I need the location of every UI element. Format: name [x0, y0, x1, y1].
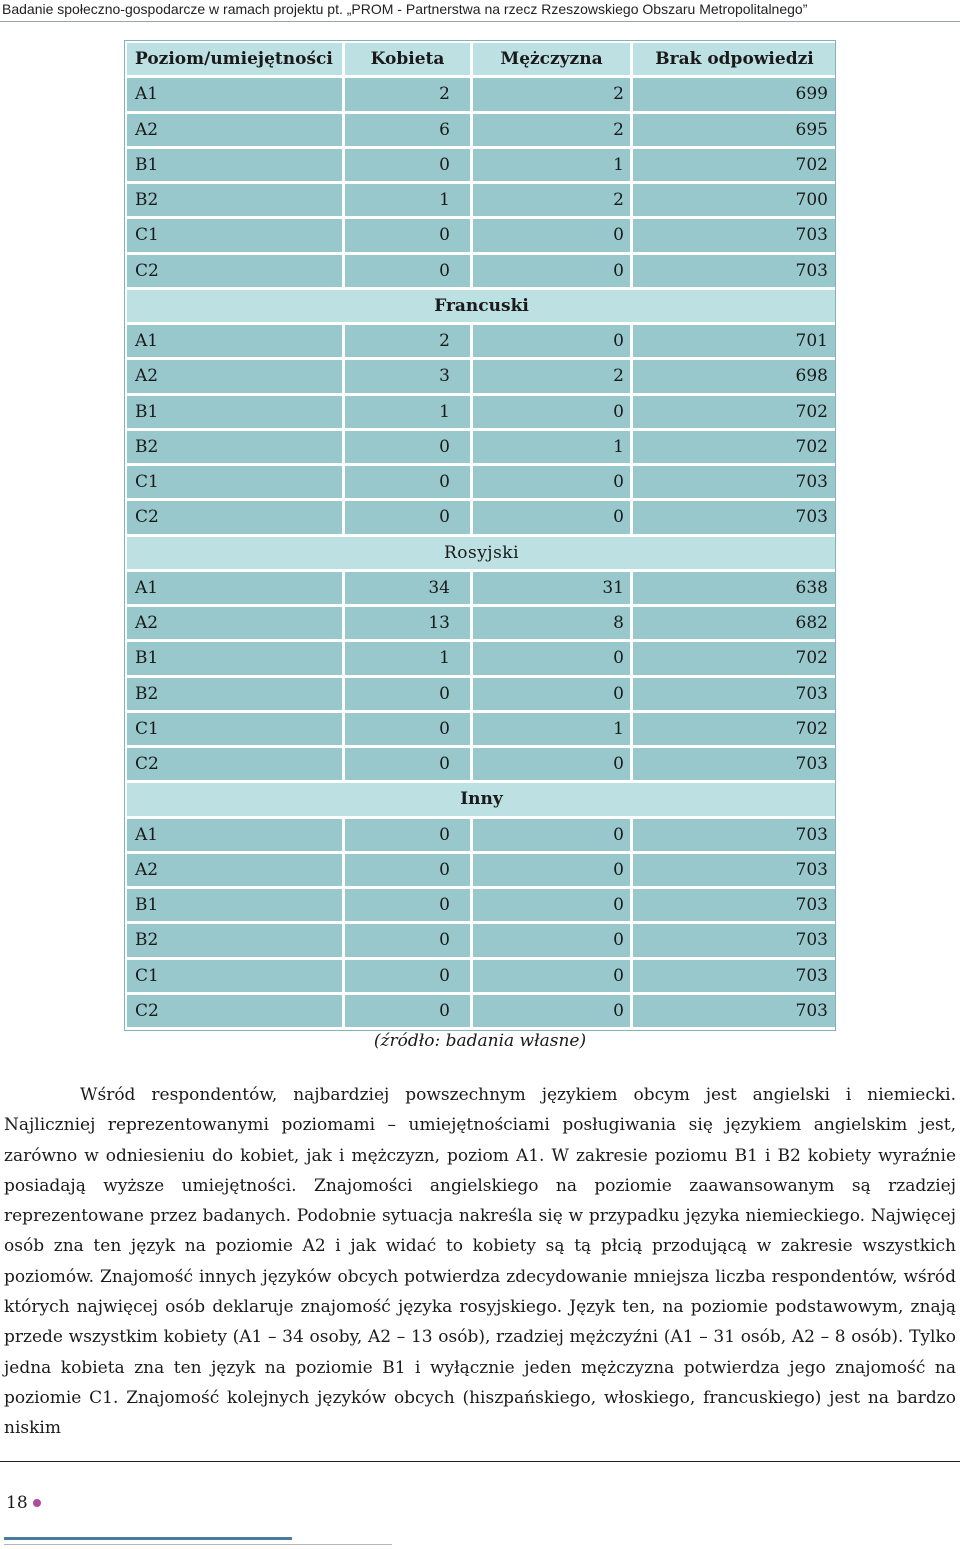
no-answer-count-cell: 702	[632, 394, 838, 429]
table-row	[126, 218, 838, 253]
level-cell: C1	[126, 465, 344, 500]
table-row	[126, 359, 838, 394]
female-count-cell: 0	[344, 500, 472, 535]
level-cell: B2	[126, 429, 344, 464]
no-answer-count-cell: 703	[632, 747, 838, 782]
level-cell: A2	[126, 359, 344, 394]
level-cell: A2	[126, 606, 344, 641]
table-section-row	[126, 288, 838, 323]
no-answer-count-cell: 703	[632, 852, 838, 887]
no-answer-count-cell: 703	[632, 817, 838, 852]
no-answer-count-cell: 682	[632, 606, 838, 641]
male-count-cell: 0	[472, 676, 632, 711]
male-count-cell: 1	[472, 429, 632, 464]
body-text	[4, 1080, 956, 1444]
female-count-cell: 3	[344, 359, 472, 394]
body-paragraph: Wśród respondentów, najbardziej powszechnym językiem obcym jest angielski i niemiecki. Najliczniej reprezentowanymi poziomami – umiejętnościami posługiwania się językiem angielskim jest, zarówno w odniesieniu do kobiet, jak i mężczyzn, poziom A1. W zakresie poziomu B1 i B2 kobiety wyraźnie posiadają wyższe umiejętności. Znajomości angielskiego na poziomie zaawansowanym są rzadziej reprezentowane przez badanych. Podobnie sytuacja nakreśla się w przypadku języka niemieckiego. Najwięcej osób zna ten język na poziomie A2 i jak widać to kobiety są tą płcią przodującą w zakresie wszystkich poziomów. Znajomość innych języków obcych potwierdza zdecydowanie mniejsza liczba respondentów, wśród których najwięcej osób deklaruje znajomość języka rosyjskiego. Język ten, na poziomie podstawowym, znają przede wszystkim kobiety (A1 – 34 osoby, A2 – 13 osób), rzadziej mężczyźni (A1 – 31 osób, A2 – 8 osób). Tylko jedna kobieta zna ten język na poziomie B1 i wyłącznie jeden mężczyzna potwierdza jego znajomość na poziomie C1. Znajomość kolejnych języków obcych (hiszpańskiego, włoskiego, francuskiego) jest na bardzo niskim	[4, 1085, 956, 1439]
level-cell: A1	[126, 570, 344, 605]
male-count-cell: 0	[472, 993, 632, 1028]
footer-divider	[0, 1461, 960, 1462]
no-answer-count-cell: 703	[632, 958, 838, 993]
female-count-cell: 0	[344, 923, 472, 958]
table-row	[126, 112, 838, 147]
female-count-cell: 1	[344, 183, 472, 218]
footer-accent-line	[4, 1537, 292, 1540]
level-cell: B2	[126, 676, 344, 711]
table-row	[126, 429, 838, 464]
no-answer-count-cell: 703	[632, 218, 838, 253]
female-count-cell: 1	[344, 641, 472, 676]
page-number-dot-icon	[33, 1499, 41, 1507]
level-cell: A2	[126, 852, 344, 887]
level-cell: A1	[126, 77, 344, 112]
male-count-cell: 0	[472, 747, 632, 782]
table-body	[126, 77, 838, 1029]
male-count-cell: 0	[472, 923, 632, 958]
column-header-level: Poziom/umiejętności	[126, 42, 344, 77]
no-answer-count-cell: 695	[632, 112, 838, 147]
table-header-row	[126, 42, 838, 77]
no-answer-count-cell: 698	[632, 359, 838, 394]
table-section-row	[126, 782, 838, 817]
female-count-cell: 0	[344, 218, 472, 253]
table-row	[126, 394, 838, 429]
level-cell: C1	[126, 218, 344, 253]
female-count-cell: 13	[344, 606, 472, 641]
no-answer-count-cell: 703	[632, 676, 838, 711]
section-label: Rosyjski	[126, 535, 838, 570]
level-cell: C2	[126, 500, 344, 535]
column-header-male: Mężczyzna	[472, 42, 632, 77]
male-count-cell: 2	[472, 359, 632, 394]
footer-thin-line	[4, 1544, 392, 1545]
male-count-cell: 0	[472, 465, 632, 500]
male-count-cell: 0	[472, 641, 632, 676]
male-count-cell: 0	[472, 852, 632, 887]
female-count-cell: 0	[344, 747, 472, 782]
female-count-cell: 34	[344, 570, 472, 605]
language-skills-table-container	[124, 40, 836, 1030]
no-answer-count-cell: 702	[632, 429, 838, 464]
table-row	[126, 147, 838, 182]
female-count-cell: 2	[344, 77, 472, 112]
female-count-cell: 0	[344, 465, 472, 500]
male-count-cell: 31	[472, 570, 632, 605]
female-count-cell: 2	[344, 324, 472, 359]
female-count-cell: 0	[344, 147, 472, 182]
level-cell: B2	[126, 923, 344, 958]
table-row	[126, 500, 838, 535]
no-answer-count-cell: 699	[632, 77, 838, 112]
no-answer-count-cell: 638	[632, 570, 838, 605]
level-cell: C2	[126, 747, 344, 782]
table-row	[126, 570, 838, 605]
no-answer-count-cell: 703	[632, 888, 838, 923]
table-row	[126, 324, 838, 359]
male-count-cell: 0	[472, 888, 632, 923]
level-cell: B2	[126, 183, 344, 218]
male-count-cell: 0	[472, 500, 632, 535]
male-count-cell: 0	[472, 253, 632, 288]
male-count-cell: 0	[472, 218, 632, 253]
male-count-cell: 1	[472, 147, 632, 182]
female-count-cell: 1	[344, 394, 472, 429]
female-count-cell: 0	[344, 888, 472, 923]
no-answer-count-cell: 700	[632, 183, 838, 218]
section-label: Inny	[126, 782, 838, 817]
no-answer-count-cell: 701	[632, 324, 838, 359]
section-label: Francuski	[126, 288, 838, 323]
table-row	[126, 253, 838, 288]
male-count-cell: 0	[472, 958, 632, 993]
no-answer-count-cell: 702	[632, 711, 838, 746]
level-cell: B1	[126, 641, 344, 676]
female-count-cell: 6	[344, 112, 472, 147]
table-row	[126, 993, 838, 1028]
level-cell: B1	[126, 147, 344, 182]
table-row	[126, 465, 838, 500]
male-count-cell: 8	[472, 606, 632, 641]
female-count-cell: 0	[344, 993, 472, 1028]
table-row	[126, 711, 838, 746]
no-answer-count-cell: 702	[632, 641, 838, 676]
level-cell: A2	[126, 112, 344, 147]
male-count-cell: 0	[472, 394, 632, 429]
table-section-row	[126, 535, 838, 570]
female-count-cell: 0	[344, 817, 472, 852]
level-cell: C2	[126, 993, 344, 1028]
female-count-cell: 0	[344, 253, 472, 288]
level-cell: C1	[126, 711, 344, 746]
female-count-cell: 0	[344, 676, 472, 711]
level-cell: C2	[126, 253, 344, 288]
male-count-cell: 1	[472, 711, 632, 746]
no-answer-count-cell: 703	[632, 500, 838, 535]
running-header: Badanie społeczno-gospodarcze w ramach projektu pt. „PROM - Partnerstwa na rzecz Rzeszowskiego Obszaru Metropolitalnego”	[2, 1, 808, 17]
male-count-cell: 0	[472, 324, 632, 359]
female-count-cell: 0	[344, 711, 472, 746]
table-row	[126, 888, 838, 923]
level-cell: B1	[126, 394, 344, 429]
table-row	[126, 676, 838, 711]
no-answer-count-cell: 703	[632, 993, 838, 1028]
female-count-cell: 0	[344, 852, 472, 887]
table-row	[126, 77, 838, 112]
male-count-cell: 2	[472, 183, 632, 218]
male-count-cell: 2	[472, 112, 632, 147]
column-header-no-answer: Brak odpowiedzi	[632, 42, 838, 77]
column-header-female: Kobieta	[344, 42, 472, 77]
no-answer-count-cell: 703	[632, 253, 838, 288]
female-count-cell: 0	[344, 429, 472, 464]
male-count-cell: 0	[472, 817, 632, 852]
table-row	[126, 852, 838, 887]
table-row	[126, 958, 838, 993]
level-cell: B1	[126, 888, 344, 923]
no-answer-count-cell: 702	[632, 147, 838, 182]
page-number: 18	[6, 1493, 28, 1513]
no-answer-count-cell: 703	[632, 465, 838, 500]
language-skills-table	[124, 40, 839, 1030]
header-divider	[0, 21, 960, 22]
level-cell: A1	[126, 817, 344, 852]
level-cell: A1	[126, 324, 344, 359]
table-row	[126, 183, 838, 218]
table-row	[126, 606, 838, 641]
table-source-note: (źródło: badania własne)	[373, 1031, 587, 1051]
no-answer-count-cell: 703	[632, 923, 838, 958]
table-row	[126, 923, 838, 958]
table-row	[126, 641, 838, 676]
male-count-cell: 2	[472, 77, 632, 112]
table-row	[126, 747, 838, 782]
table-row	[126, 817, 838, 852]
female-count-cell: 0	[344, 958, 472, 993]
level-cell: C1	[126, 958, 344, 993]
